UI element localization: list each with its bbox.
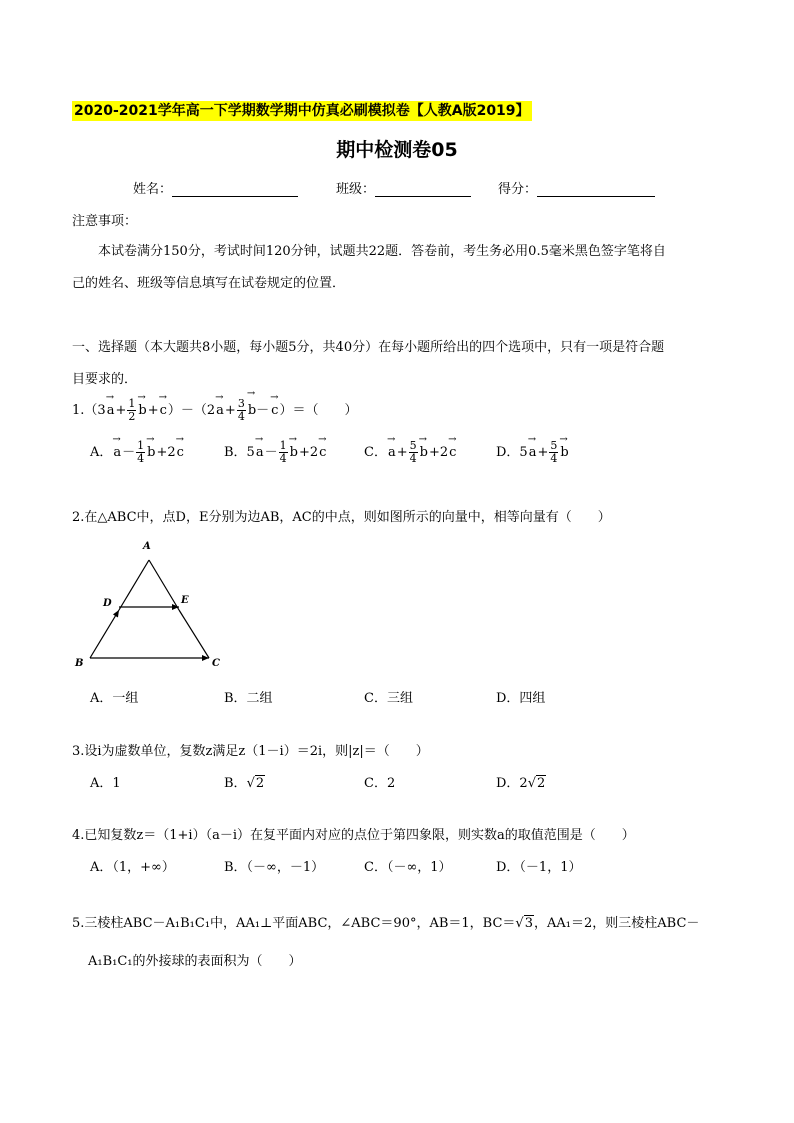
- q4-option-d[interactable]: D．（－1，1）: [496, 860, 582, 875]
- q4-option-a[interactable]: A．（1，+∞）: [90, 860, 175, 875]
- q2-option-c[interactable]: C．三组: [364, 691, 413, 706]
- name-blank[interactable]: [172, 182, 298, 197]
- score-label: 得分：: [498, 182, 538, 197]
- label-a: A: [143, 541, 151, 552]
- score-field: [498, 178, 655, 197]
- q3-option-c[interactable]: C．2: [364, 776, 396, 791]
- q4-option-c[interactable]: C．（－∞，1）: [364, 860, 452, 875]
- q1-option-c[interactable]: C．→ a+ $\frac{5}{4}$ → b+2→ c: [364, 440, 457, 465]
- page-title: 期中检测卷05: [336, 139, 458, 161]
- q3-option-a[interactable]: A．1: [90, 776, 121, 791]
- segment-ec: [179, 610, 209, 658]
- name-label: 姓名：: [133, 182, 173, 197]
- class-blank[interactable]: [375, 182, 471, 197]
- q3-option-d[interactable]: D．2√2: [496, 776, 546, 791]
- vector-bd: [90, 610, 119, 658]
- q3-option-b[interactable]: B．√2: [224, 776, 265, 791]
- q1-option-d[interactable]: D．5→ a+ $\frac{5}{4}$ → b: [496, 440, 570, 465]
- segment-da: [119, 560, 149, 610]
- question-3: 3.设i为虚数单位，复数z满足z（1－i）＝2i，则|z|＝（ ）: [72, 744, 429, 759]
- question-4: 4.已知复数z＝（1+i）（a－i）在复平面内对应的点位于第四象限，则实数a的取值范围是（ ）: [72, 828, 635, 843]
- name-field: [133, 178, 298, 197]
- question-2: 2.在△ABC中，点D，E分别为边AB，AC的中点，则如图所示的向量中，相等向量有（ ）: [72, 510, 611, 525]
- label-e: E: [181, 595, 189, 606]
- q2-option-b[interactable]: B．二组: [224, 691, 273, 706]
- segment-ae: [149, 560, 179, 610]
- class-field: [336, 178, 471, 197]
- label-d: D: [103, 598, 112, 609]
- question-5: 5.三棱柱ABC－A₁B₁C₁中，AA₁⊥平面ABC，∠ABC＝90°，AB＝1，BC＝√3，AA₁＝2，则三棱柱ABC－: [72, 916, 700, 931]
- q1-option-b[interactable]: B．5→ a－ $\frac{1}{4}$ → b+2→ c: [224, 440, 327, 465]
- class-label: 班级：: [336, 182, 376, 197]
- q2-option-d[interactable]: D．四组: [496, 691, 546, 706]
- question-1: 1.（3→ a+ $\frac{1}{2}$ → b+→ c）－（2→ a+ $\frac{3}{4}$ → b－→ c）＝（ ）: [72, 398, 357, 423]
- notes-heading: 注意事项：: [72, 214, 138, 229]
- q1-option-a[interactable]: A．→ a－ $\frac{1}{4}$ → b+2→ c: [90, 440, 185, 465]
- label-b: B: [75, 658, 84, 669]
- label-c: C: [212, 658, 220, 669]
- q2-option-a[interactable]: A．一组: [90, 691, 139, 706]
- triangle-figure: [70, 536, 230, 672]
- exam-banner: 2020-2021学年高一下学期数学期中仿真必刷模拟卷【人教A版2019】: [74, 103, 530, 119]
- section-1-heading: 一、选择题（本大题共8小题，每小题5分，共40分）在每小题所给出的四个选项中，只有一项是符合题: [72, 340, 665, 355]
- q4-option-b[interactable]: B．（－∞，－1）: [224, 860, 325, 875]
- notes-line-2: 己的姓名、班级等信息填写在试卷规定的位置．: [72, 276, 346, 291]
- section-1-heading-cont: 目要求的．: [72, 372, 138, 387]
- question-5-cont: A₁B₁C₁的外接球的表面积为（ ）: [88, 954, 302, 969]
- score-blank[interactable]: [537, 182, 655, 197]
- notes-line-1: 本试卷满分150分，考试时间120分钟，试题共22题．答卷前，考生务必用0.5毫米黑色签字笔将自: [98, 244, 666, 259]
